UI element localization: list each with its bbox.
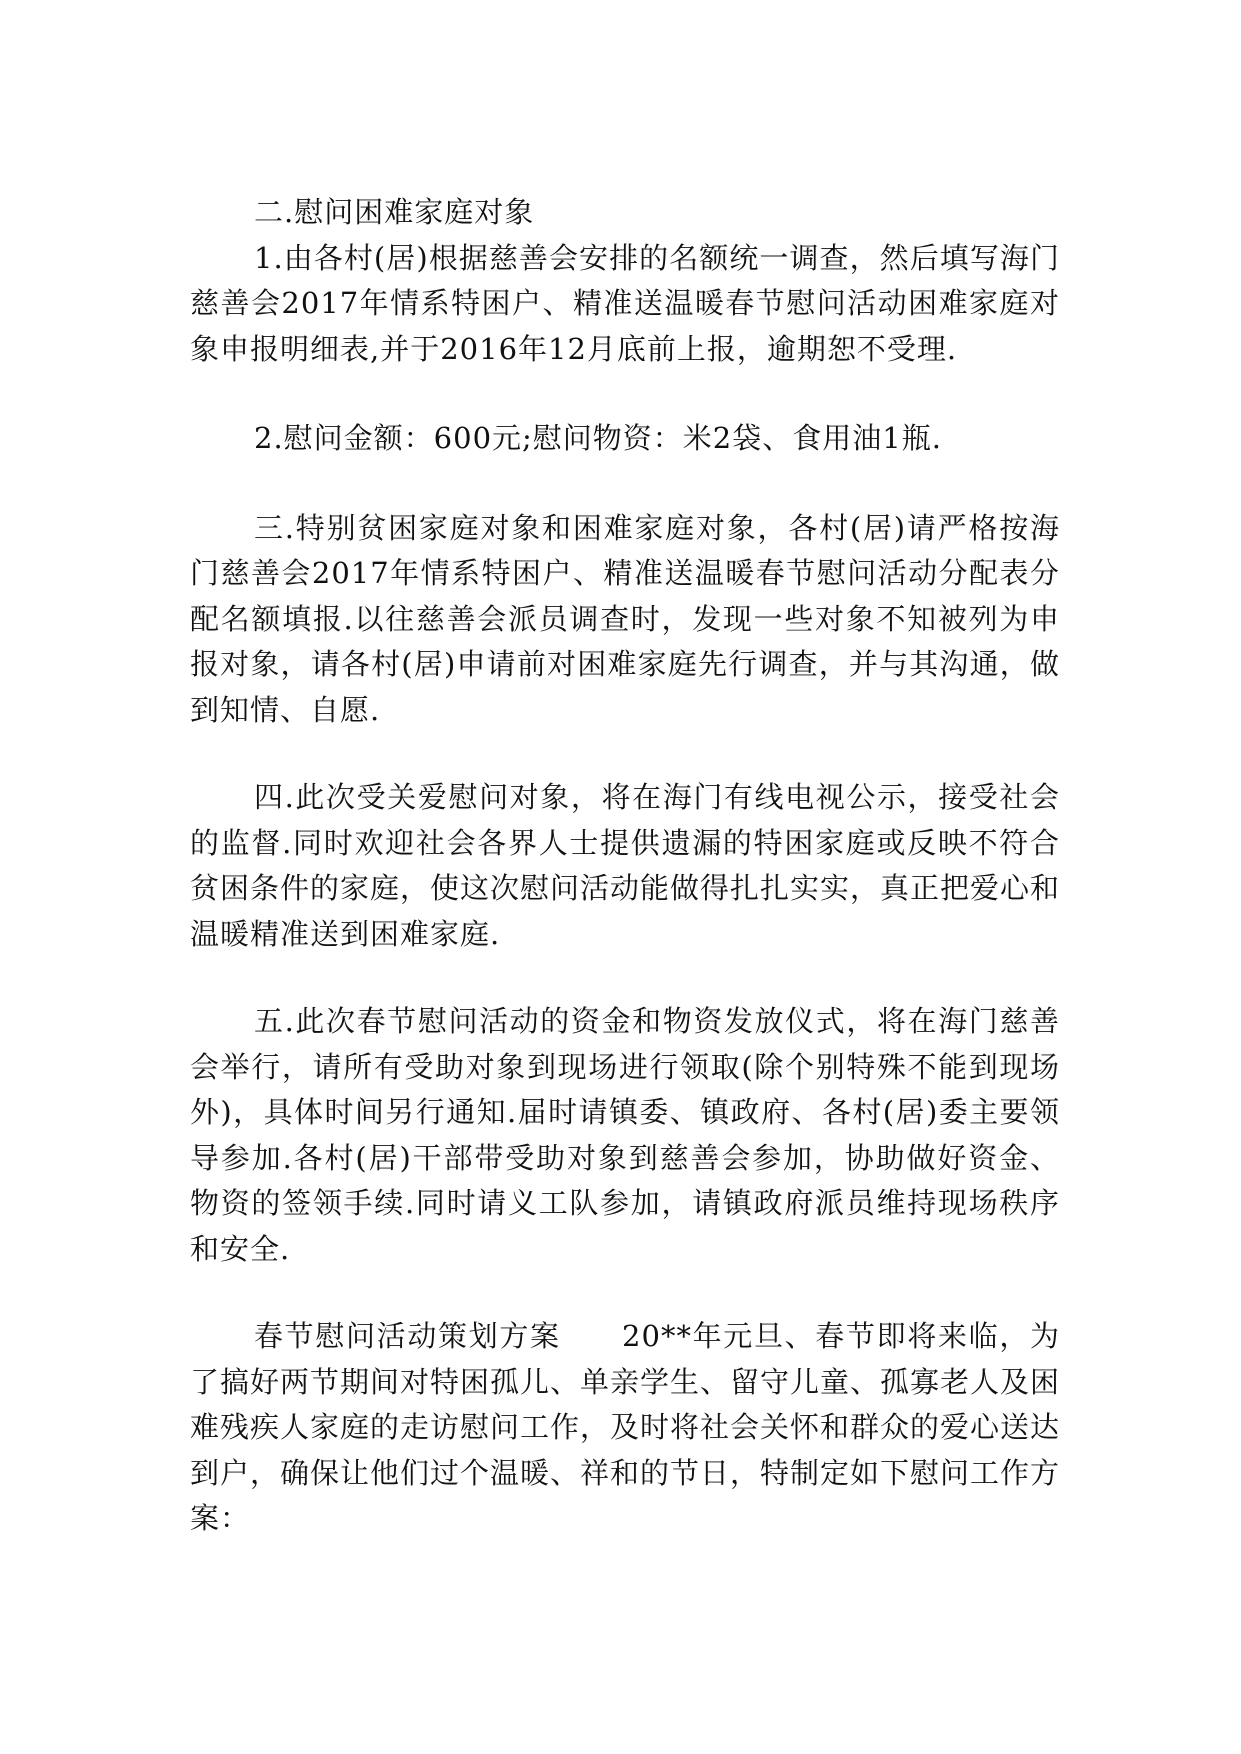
paragraph-item-2: 2.慰问金额：600元;慰问物资：米2袋、食用油1瓶. bbox=[254, 421, 942, 455]
paragraph-section-4: 四.此次受关爱慰问对象，将在海门有线电视公示，接受社会的监督.同时欢迎社会各界人士提供遗漏的特困家庭或反映不符合贫困条件的家庭，使这次慰问活动能做得扎扎实实，真正把爱心和温暖精准送到困难家庭. bbox=[190, 780, 1061, 951]
paragraph-section-3: 三.特别贫困家庭对象和困难家庭对象，各村(居)请严格按海门慈善会2017年情系特困户、精准送温暖春节慰问活动分配表分配名额填报.以往慈善会派员调查时，发现一些对象不知被列为申报对象，请各村(居)申请前对困难家庭先行调查，并与其沟通，做到知情、自愿. bbox=[190, 510, 1060, 727]
paragraph-section-5: 五.此次春节慰问活动的资金和物资发放仪式，将在海门慈善会举行，请所有受助对象到现场进行领取(除个别特殊不能到现场外)，具体时间另行通知.届时请镇委、镇政府、各村(居)委主要领导参加.各村(居)干部带受助对象到慈善会参加，协助做好资金、物资的签领手续.同时请义工队参加，请镇政府派员维持现场秩序和安全. bbox=[190, 1004, 1060, 1266]
paragraph-item-1: 1.由各村(居)根据慈善会安排的名额统一调查，然后填写海门慈善会2017年情系特困户、精准送温暖春节慰问活动困难家庭对象申报明细表,并于2016年12月底前上报，逾期恕不受理. bbox=[190, 240, 1060, 366]
paragraph-plan-intro: 春节慰问活动策划方案 20**年元旦、春节即将来临，为了搞好两节期间对特困孤儿、单亲学生、留守儿童、孤寡老人及困难残疾人家庭的走访慰问工作，及时将社会关怀和群众的爱心送达到户，确保让他们过个温暖、祥和的节日，特制定如下慰问工作方案： bbox=[190, 1319, 1061, 1535]
document-body bbox=[190, 190, 1060, 1542]
section-heading-2: 二.慰问困难家庭对象 bbox=[254, 195, 535, 229]
